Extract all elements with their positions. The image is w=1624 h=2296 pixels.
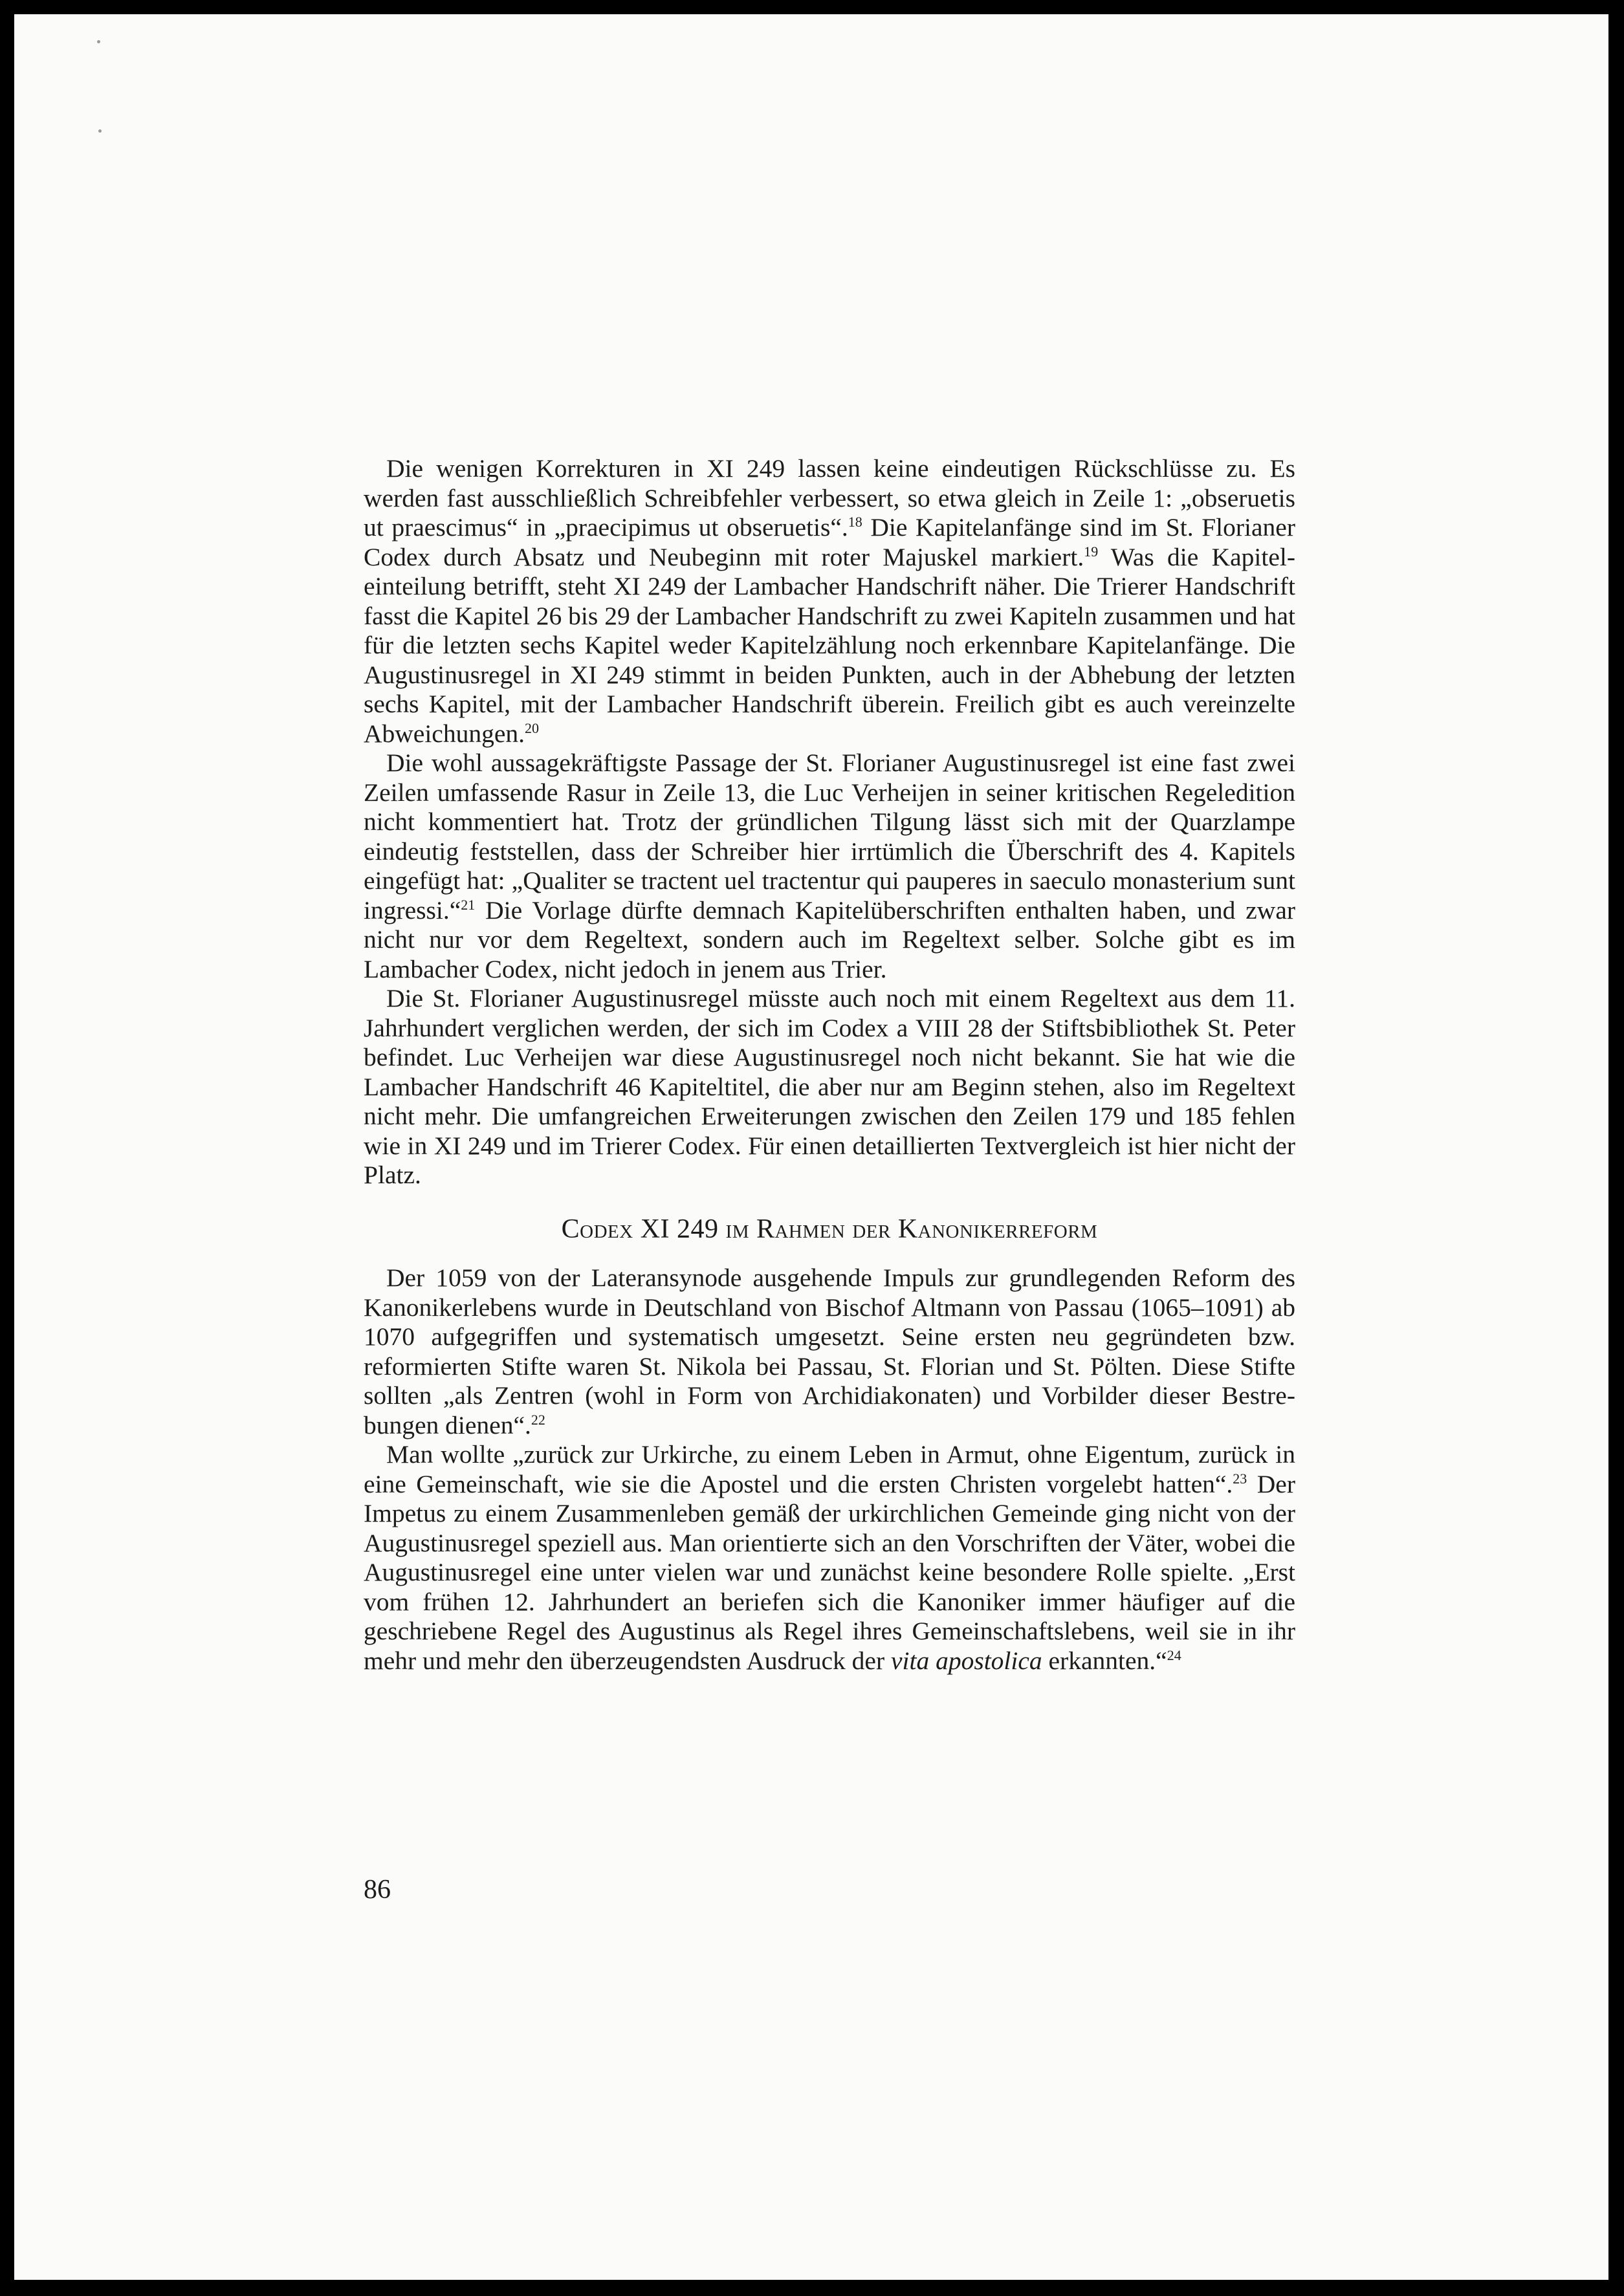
paragraph-text: erkannten.“ [1042, 1646, 1167, 1675]
footnote-ref: 22 [531, 1411, 545, 1428]
paragraph-5 [364, 1440, 1295, 1676]
italic-phrase: vita apostolica [890, 1646, 1042, 1675]
footnote-ref: 21 [461, 896, 476, 913]
paragraph-text: Man wollte „zurück zur Urkirche, zu einem Leben in Armut, ohne Eigentum, zurück in eine Gemeinschaft, wie sie die Apostel und die ersten Christen vorgelebt hatten“. [364, 1440, 1295, 1498]
footnote-ref: 24 [1167, 1646, 1181, 1663]
section-heading: Codex XI 249 im Rahmen der Kanonikerreform [561, 1214, 1098, 1244]
paragraph-text: Der 1059 von der Lateransynode ausgehende Impuls zur grundlegenden Reform des Kanonikerlebens wurde in Deutschland von Bischof Altmann von Passau (1065–1091) ab 1070 aufgegriffen und systematisch umgesetzt. Seine ersten neu gegründeten bzw. reformierten Stifte waren St. Nikola bei Passau, St. Florian und St. Pölten. Diese Stifte sollten „als Zentren (wohl in Form von Archidiakonaten) und Vorbilder dieser Bestrebungen dienen“. [364, 1263, 1295, 1439]
paragraph-text: Die Kapitelanfänge sind im St. Florianer Codex durch Absatz und Neubeginn mit roter Majuskel markiert. [364, 513, 1295, 571]
paragraph-2 [364, 749, 1295, 984]
page-number: 86 [364, 1875, 391, 1905]
paragraph-text: Die wenigen Korrekturen in XI 249 lassen keine eindeutigen Rückschlüsse zu. Es werden fast ausschließlich Schreibfehler verbessert, so etwa gleich in Zeile 1: „obseruetis ut praescimus“ in „praecipimus ut obseruetis“. [364, 454, 1295, 541]
paragraph-text: Der Impetus zu einem Zusammenleben gemäß der urkirchlichen Gemeinde ging nicht von der Augustinusregel speziell aus. Man orientierte sich an den Vorschriften der Väter, wobei die Augustinusregel eine unter vielen war und zunächst keine besondere Rolle spielte. „Erst vom frühen 12. Jahrhundert an beriefen sich die Kanoniker immer häufiger auf die geschriebene Regel des Augustinus als Regel ihres Gemeinschaftslebens, weil sie in ihr mehr und mehr den überzeugendsten Ausdruck der [364, 1469, 1295, 1675]
paragraph-text: Was die Kapiteleinteilung betrifft, steht XI 249 der Lambacher Handschrift näher. Die Trierer Handschrift fasst die Kapitel 26 bis 29 der Lambacher Handschrift zu zwei Kapiteln zusammen und hat für die letzten sechs Kapitel weder Kapitelzählung noch erkennbare Kapitelanfänge. Die Augustinusregel in XI 249 stimmt in beiden Punkten, auch in der Abhebung der letzten sechs Kapitel, mit der Lambacher Handschrift überein. Freilich gibt es auch vereinzelte Abweichungen. [364, 542, 1295, 748]
scanned-page [14, 14, 1608, 2280]
scan-speck [97, 40, 100, 43]
footnote-ref: 23 [1233, 1470, 1247, 1487]
footnote-ref: 18 [848, 514, 862, 530]
paragraph-text: Die St. Florianer Augustinusregel müsste auch noch mit einem Regeltext aus dem 11. Jahrhundert verglichen werden, der sich im Codex a VIII 28 der Stiftsbibliothek St. Peter befindet. Luc Verheijen war diese Augustinusregel noch nicht bekannt. Sie hat wie die Lambacher Handschrift 46 Kapiteltitel, die aber nur am Beginn stehen, also im Regeltext nicht mehr. Die umfangreichen Erweiterungen zwischen den Zeilen 179 und 185 fehlen wie in XI 249 und im Trierer Codex. Für einen detaillierten Textvergleich ist hier nicht der Platz. [364, 984, 1295, 1189]
paragraph-text: Die wohl aussagekräftigste Passage der St. Florianer Augustinusregel ist eine fast zwei Zeilen umfassende Rasur in Zeile 13, die Luc Verheijen in seiner kritischen Regeledition nicht kommentiert hat. Trotz der gründlichen Tilgung lässt sich mit der Quarzlampe eindeutig feststellen, dass der Schreiber hier irrtümlich die Überschrift des 4. Kapitels eingefügt hat: „Qualiter se tractent uel tractentur qui pauperes in saeculo monasterium sunt ingressi.“ [364, 749, 1295, 924]
paragraph-text: Die Vorlage dürfte demnach Kapitelüberschriften enthalten haben, und zwar nicht nur vor dem Regeltext, sondern auch im Regeltext selber. Solche gibt es im Lambacher Codex, nicht jedoch in jenem aus Trier. [364, 895, 1295, 983]
paragraph-1 [364, 454, 1295, 749]
body-text [364, 454, 1295, 1676]
footnote-ref: 19 [1084, 543, 1099, 560]
paragraph-3 [364, 984, 1295, 1190]
scan-speck [98, 129, 102, 133]
footnote-ref: 20 [525, 719, 539, 736]
paragraph-4 [364, 1263, 1295, 1440]
